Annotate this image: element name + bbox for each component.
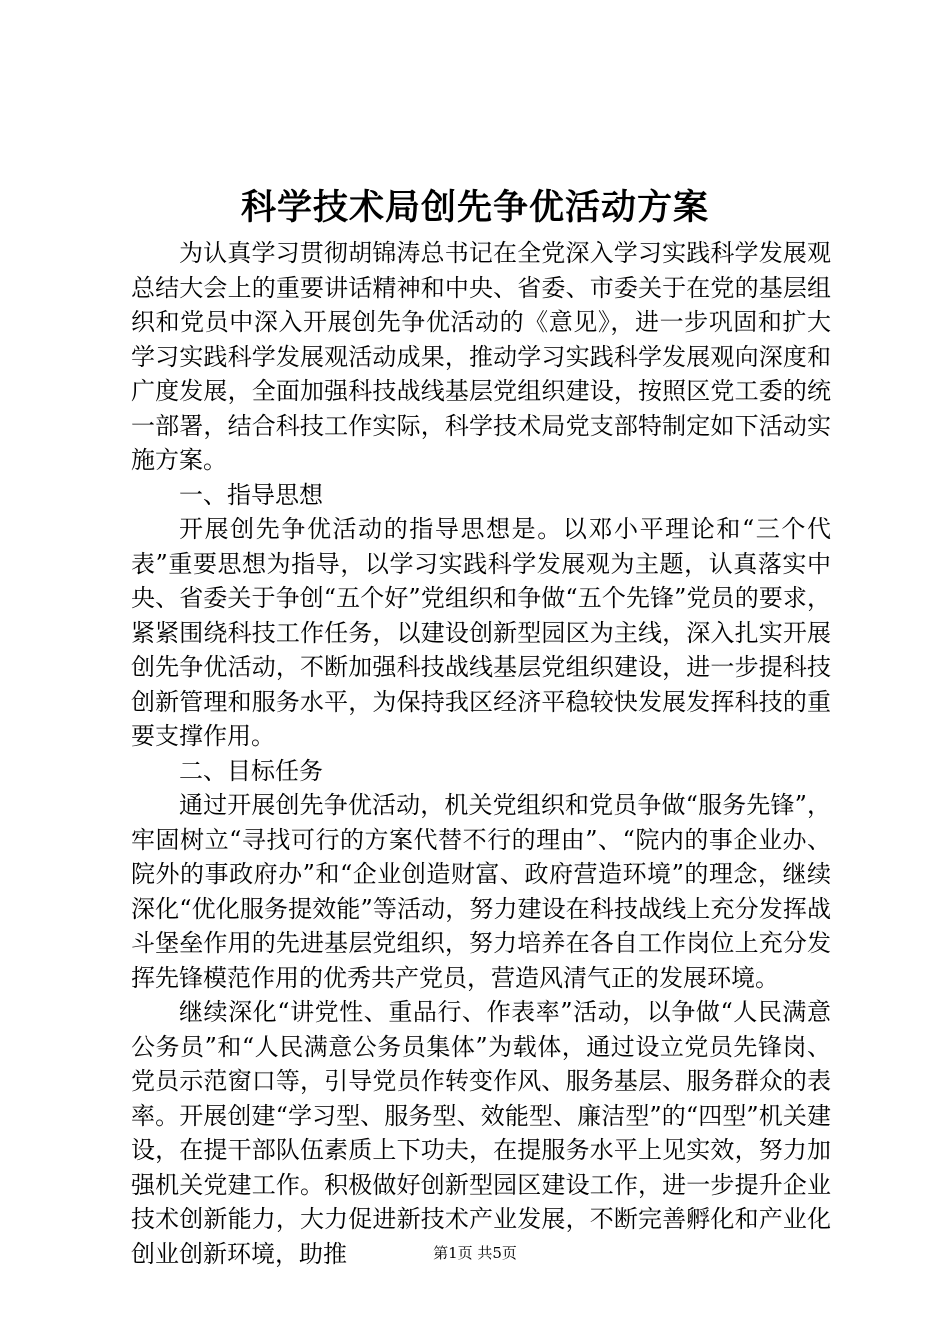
- paragraph-guiding-ideology: 开展创先争优活动的指导思想是。以邓小平理论和“三个代表”重要思想为指导，以学习实践科学发展观为主题，认真落实中央、省委关于争创“五个好”党组织和争做“五个先锋”党员的要求，紧紧围绕科技工作任务，以建设创新型园区为主线，深入扎实开展创先争优活动，不断加强科技战线基层党组织建设，进一步提科技创新管理和服务水平，为保持我区经济平稳较快发展发挥科技的重要支撑作用。: [131, 515, 831, 750]
- paragraph-goals-tasks: 通过开展创先争优活动，机关党组织和党员争做“服务先锋”，牢固树立“寻找可行的方案代替不行的理由”、“院内的事企业办、院外的事政府办”和“企业创造财富、政府营造环境”的理念，继续深化“优化服务提效能”等活动，努力建设在科技战线上充分发挥战斗堡垒作用的先进基层党组织，努力培养在各自工作岗位上充分发挥先锋模范作用的优秀共产党员，营造风清气正的发展环境。: [131, 791, 831, 992]
- paragraph-intro: 为认真学习贯彻胡锦涛总书记在全党深入学习实践科学发展观总结大会上的重要讲话精神和中央、省委、市委关于在党的基层组织和党员中深入开展创先争优活动的《意见》，进一步巩固和扩大学习实践科学发展观活动成果，推动学习实践科学发展观向深度和广度发展，全面加强科技战线基层党组织建设，按照区党工委的统一部署，结合科技工作实际，科学技术局党支部特制定如下活动实施方案。: [131, 239, 831, 474]
- section-heading-guiding-ideology: 一、指导思想: [179, 480, 323, 509]
- page-number-footer: 第1页 共5页: [433, 1244, 517, 1262]
- document-title: 科学技术局创先争优活动方案: [240, 187, 709, 228]
- section-heading-goals-tasks: 二、目标任务: [179, 756, 323, 785]
- document-body: [131, 236, 831, 1271]
- paragraph-deepen-activities: 继续深化“讲党性、重品行、作表率”活动，以争做“人民满意公务员”和“人民满意公务员集体”为载体，通过设立党员先锋岗、党员示范窗口等，引导党员作转变作风、服务基层、服务群众的表率。开展创建“学习型、服务型、效能型、廉洁型”的“四型”机关建设，在提干部队伍素质上下功夫，在提服务水平上见实效，努力加强机关党建工作。积极做好创新型园区建设工作，进一步提升企业技术创新能力，大力促进新技术产业发展，不断完善孵化和产业化创业创新环境，助推: [131, 998, 831, 1268]
